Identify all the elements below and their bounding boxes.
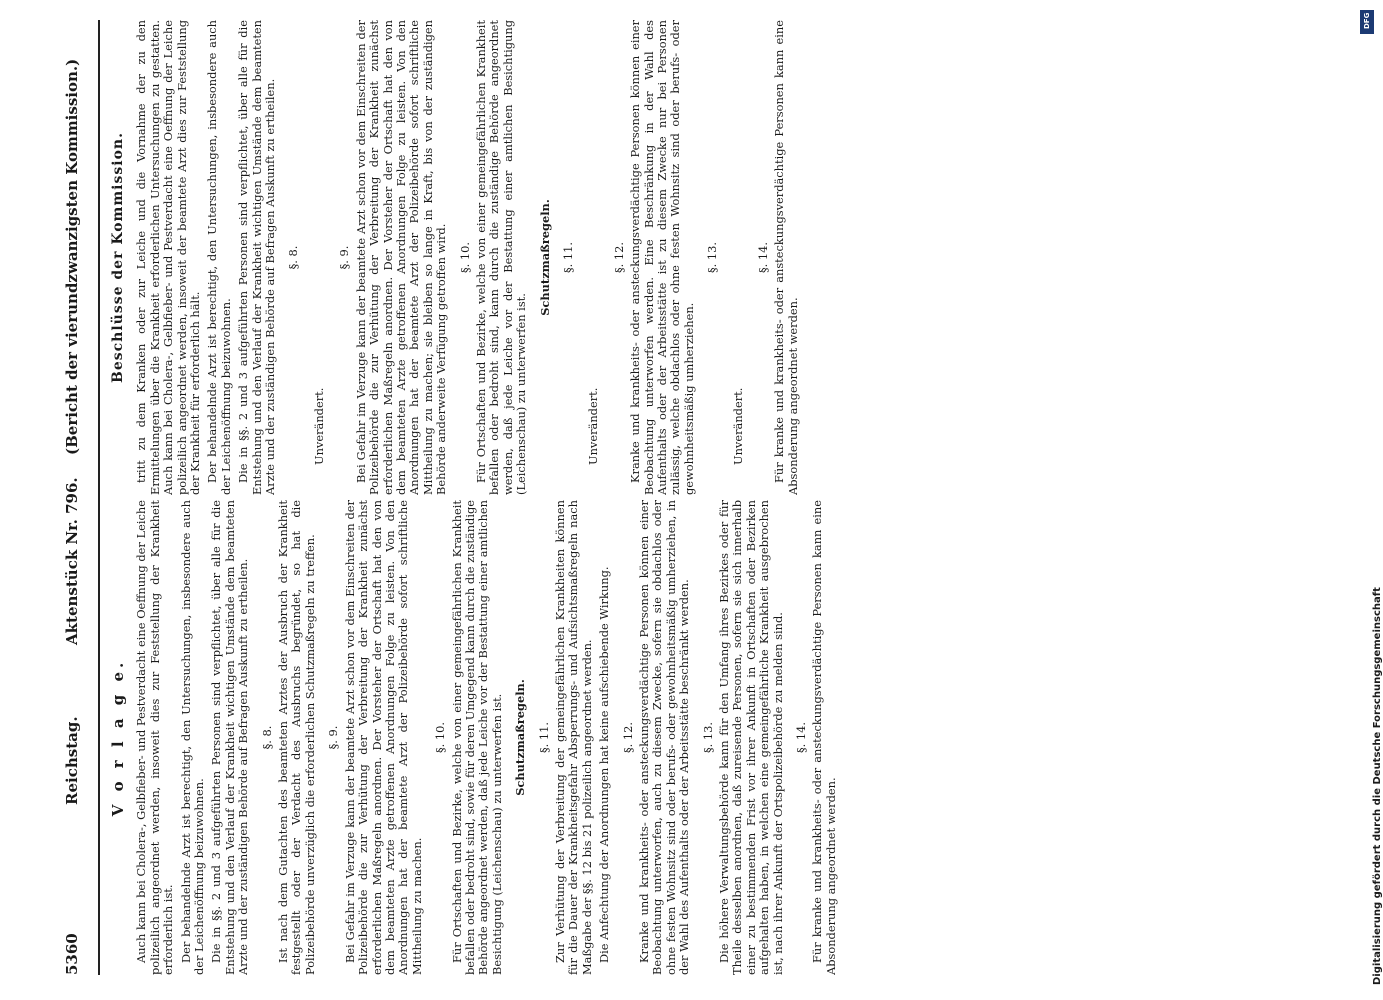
paragraph: tritt zu dem Kranken oder zur Leiche und die Vornahme der zu den Ermittelungen über die Krankheit erforderlichen Untersuchungen zu gestatten. Auch kann bei Cholera-, Gelbfieber- und Pestverdacht eine Oeffnung der Leiche polizeilich angeordnet werden, insoweit der beamtete Arzt dies zur Feststellung der Krankheit für erforderlich hält. [134, 20, 203, 495]
unchanged-note: Unverändert. [730, 387, 745, 465]
paragraph: Auch kann bei Cholera-, Gelbfieber- und Pestverdacht eine Oeffnung der Leiche polizeilich angeordnet werden, insoweit dies zur Feststellung der Krankheit erforderlich ist. [134, 500, 176, 975]
paragraph: Der behandelnde Arzt ist berechtigt, den Untersuchungen, insbesondere auch der Leichenöffnung beizuwohnen. [178, 500, 207, 975]
paragraph: Die in §§. 2 und 3 aufgeführten Personen sind verpflichtet, über alle für die Entstehung und den Verlauf der Krankheit wichtigen Umstände dem beamteten Arzte und der zuständigen Behörde auf Befragen Auskunft zu ertheilen. [236, 20, 278, 495]
paragraph: Die Anfechtung der Anordnungen hat keine aufschiebende Wirkung. [597, 566, 612, 963]
unchanged-note: Unverändert. [311, 387, 326, 465]
column-vorlage [108, 500, 1283, 975]
header-rule [98, 20, 100, 975]
paragraph: Für Ortschaften und Bezirke, welche von einer gemeingefährlichen Krankheit befallen oder bedroht sind, kann durch die zuständige Behörde angeordnet werden, daß jede Leiche vor der Bestattung einer amtlichen Besichtigung (Leichenschau) zu unterwerfen ist. [473, 20, 529, 495]
paragraph: Für kranke und krankheits- oder ansteckungsverdächtige Personen kann eine Absonderung angeordnet werden. [772, 20, 800, 495]
section-heading: §. 9. [326, 725, 341, 750]
paragraph: Für kranke und krankheits- oder ansteckungsverdächtige Personen kann eine Absonderung angeordnet werden. [810, 500, 838, 975]
section-heading: §. 11. [536, 721, 551, 754]
section-heading: §. 10. [457, 241, 472, 274]
dfg-logo-text: DFG [1363, 12, 1371, 29]
section-heading: §. 12. [620, 721, 635, 754]
paragraph: Ist nach dem Gutachten des beamteten Arztes der Ausbruch der Krankheit festgestellt oder der Verdacht des Ausbruchs begründet, so hat die Polizeibehörde unverzüglich die erforderlichen Schutzmaßregeln zu treffen. [276, 500, 317, 975]
section-heading: §. 14. [794, 721, 809, 754]
section-heading: §. 12. [611, 241, 626, 274]
page-header [55, 25, 95, 975]
section-heading: §. 8. [286, 245, 301, 270]
paragraph: Bei Gefahr im Verzuge kann der beamtete Arzt schon vor dem Einschreiten der Polizeibehörde die zur Verhütung der Verbreitung der Krankheit zunächst erforderlichen Maßregeln anordnen. Der Vorsteher der Ortschaft hat den von dem beamteten Arzte getroffenen Anordnungen Folge zu leisten. Von den Anordnungen hat der beamtete Arzt der Polizeibehörde sofort schriftliche Mittheilung zu machen; sie bleiben so lange in Kraft, bis von der zuständigen Behörde anderweite Verfügung getroffen wird. [353, 20, 449, 495]
digitization-credit: Digitalisierung gefördert durch die Deutsche Forschungsgemeinschaft [1372, 587, 1383, 985]
column-title: Beschlüsse der Kommission. [110, 132, 126, 383]
unchanged-note: Unverändert. [586, 387, 601, 465]
paragraph: Zur Verhütung der Verbreitung der gemeingefährlichen Krankheiten können für die Dauer der Krankheitsgefahr Absperrungs- und Aufsichtsmaßregeln nach Maßgabe der §§. 12 bis 21 polizeilich angeordnet werden. [552, 500, 594, 975]
paragraph: Kranke und krankheits- oder ansteckungsverdächtige Personen können einer Beobachtung unterworfen, auch zu diesem Zwecke, sofern sie obdachlos oder ohne festen Wohnsitz sind oder berufs- oder gewohnheitsmäßig umherziehen, in der Wahl des Aufenthalts oder der Arbeitsstätte beschränkt werden. [637, 500, 692, 975]
section-heading: §. 13. [705, 241, 720, 274]
paragraph: Die in §§. 2 und 3 aufgeführten Personen sind verpflichtet, über alle für die Entstehung und den Verlauf der Krankheit wichtigen Umstände dem beamteten Arzte und der zuständigen Behörde auf Befragen Auskunft zu ertheilen. [209, 500, 251, 975]
section-heading: §. 14. [756, 241, 771, 274]
section-heading: §. 9. [337, 245, 352, 270]
subheading: Schutzmaßregeln. [513, 679, 528, 796]
paragraph: Bei Gefahr im Verzuge kann der beamtete Arzt schon vor dem Einschreiten der Polizeibehörde die zur Verhütung der Verbreitung der Krankheit zunächst erforderlichen Maßregeln anordnen. Der Vorsteher der Ortschaft hat den von dem beamteten Arzte getroffenen Anordnungen Folge zu leisten. Von den Anordnungen hat der beamtete Arzt der Polizeibehörde sofort schriftliche Mittheilung zu machen. [342, 500, 424, 975]
column-title: V o r l a g e. [109, 658, 127, 817]
paragraph: Die höhere Verwaltungsbehörde kann für den Umfang ihres Bezirkes oder für Theile desselben anordnen, daß zureisende Personen, sofern sie sich innerhalb einer zu bestimmenden Frist vor ihrer Ankunft in Ortschaften oder Bezirken aufgehalten haben, in welchen eine gemeingefährliche Krankheit ausgebrochen ist, nach ihrer Ankunft der Ortspolizeibehörde zu melden sind. [717, 500, 785, 975]
subheading: Schutzmaßregeln. [537, 199, 552, 316]
report-title: (Bericht der vierundzwanzigsten Kommission.) [63, 58, 81, 455]
publication-name: Reichstag. [63, 716, 81, 805]
paragraph: Für Ortschaften und Bezirke, welche von einer gemeingefährlichen Krankheit befallen oder bedroht sind, sowie für deren Umgegend kann durch die zuständige Behörde angeordnet werden, daß jede Leiche vor der Bestattung einer amtlichen Besichtigung (Leichenschau) zu unterwerfen ist. [449, 500, 504, 975]
paragraph: Kranke und krankheits- oder ansteckungsverdächtige Personen können einer Beobachtung unterworfen werden. Eine Beschränkung in der Wahl des Aufenthalts oder der Arbeitsstätte ist zu diesem Zwecke nur bei Personen zulässig, welche obdachlos oder ohne festen Wohnsitz sind oder berufs- oder gewohnheitsmäßig umherziehen. [628, 20, 696, 495]
paragraph: Der behandelnde Arzt ist berechtigt, den Untersuchungen, insbesondere auch der Leichenöffnung beizuwohnen. [205, 20, 233, 495]
document-number: Aktenstück Nr. 796. [63, 477, 81, 645]
column-beschluesse [108, 20, 1283, 495]
section-heading: §. 13. [700, 721, 715, 754]
section-heading: §. 11. [560, 241, 575, 274]
section-heading: §. 8. [259, 725, 274, 750]
page-number: 5360 [63, 933, 81, 975]
section-heading: §. 10. [433, 721, 448, 754]
